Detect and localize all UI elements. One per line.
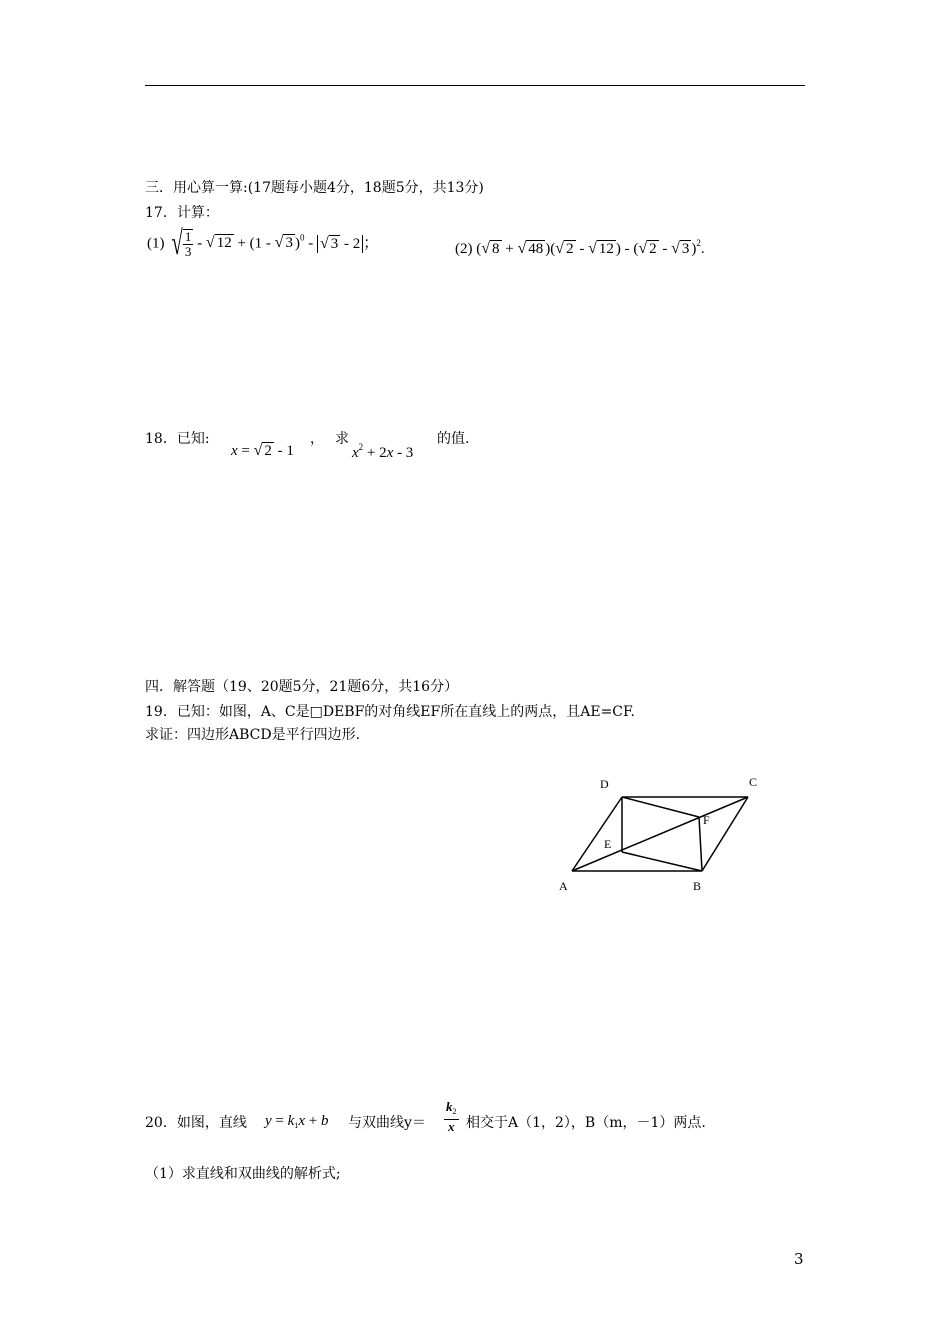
q18-comma: ， <box>310 431 324 447</box>
q19-line2: 求证：四边形ABCD是平行四边形. <box>145 727 361 743</box>
label-f: F <box>703 813 710 827</box>
radical-icon: √ <box>555 240 565 257</box>
q17-part1: (1) √ $\frac{1}{3}$ - √ 12 + (1 - √ 3 )$^0$ - √ 3 - 2 ； <box>147 225 379 262</box>
radical-icon: √ <box>517 240 527 257</box>
q18-ask: 求 <box>335 431 349 447</box>
radical-icon: √ <box>319 235 329 252</box>
radical-icon: √ <box>274 234 284 252</box>
q19-parallelogram-diagram <box>555 770 765 900</box>
radical-icon: √ <box>253 442 263 459</box>
q17-label: 17．计算： <box>145 205 219 221</box>
q17-part2: (2) (√ 8 + √ 48 )(√ 2 - √ 12 ) - (√ 2 - √ 3 )$^2$. <box>455 238 705 257</box>
radical-icon: √ <box>588 240 597 257</box>
label-e: E <box>604 837 612 851</box>
q20-line-equation: $y = k_1x + b$ <box>265 1113 329 1130</box>
radical-icon: √ <box>671 240 680 257</box>
q17-p1-prefix: (1) <box>147 235 165 252</box>
edge-fd <box>622 797 699 817</box>
diagonal-ac <box>572 797 748 871</box>
q20-mid: 与双曲线y＝ <box>348 1115 426 1131</box>
absolute-value: √ 3 - 2 <box>317 235 363 253</box>
header-rule <box>145 85 805 86</box>
q18-suffix: 的值. <box>437 431 470 447</box>
label-b: B <box>693 879 702 893</box>
q17-p2-prefix: (2) <box>455 241 473 257</box>
q20-suffix: 相交于A（1，2），B（m，－1）两点. <box>466 1115 706 1131</box>
edge-cb <box>702 797 748 871</box>
section-4-header: 四．解答题（19、20题5分，21题6分，共16分） <box>145 679 459 695</box>
q17-p1-fraction: $\frac{1}{3}$ <box>184 229 192 259</box>
q20-prefix: 20．如图，直线 <box>145 1115 247 1131</box>
q18-label: 18．已知: <box>145 431 210 447</box>
q20-fraction: $\frac{k_2}{x}$ <box>446 1099 457 1134</box>
big-radical-icon: √ <box>171 225 183 262</box>
edge-eb <box>622 852 702 871</box>
radical-icon: √ <box>205 234 215 252</box>
edge-bf <box>699 817 702 871</box>
label-d: D <box>600 777 609 791</box>
label-a: A <box>559 879 568 893</box>
label-c: C <box>749 775 758 789</box>
q18-equation: x = √ 2 - 1 <box>231 442 294 459</box>
q18-expression: $x^2 + 2x - 3$ <box>352 442 414 461</box>
radical-icon: √ <box>481 240 491 257</box>
q20-part1: （1）求直线和双曲线的解析式; <box>145 1166 341 1182</box>
radical-icon: √ <box>638 240 648 257</box>
section-3-header: 三．用心算一算:(17题每小题4分，18题5分，共13分) <box>145 180 484 196</box>
q19-line1: 19．已知：如图，A、C是□DEBF的对角线EF所在直线上的两点，且AE=CF. <box>145 704 635 720</box>
page-number: 3 <box>794 1250 804 1268</box>
